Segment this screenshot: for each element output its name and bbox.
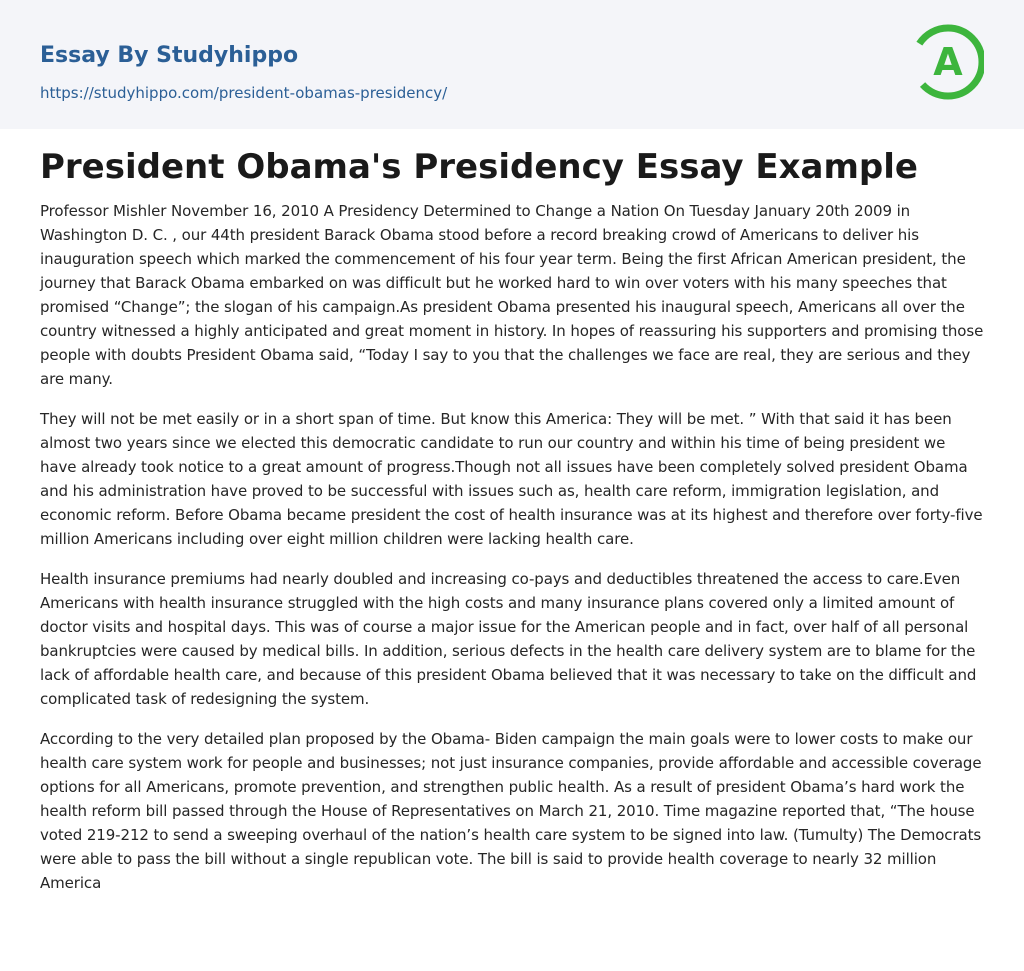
page-url-link[interactable]: https://studyhippo.com/president-obamas-presidency/ <box>40 84 448 102</box>
site-brand[interactable]: Essay By Studyhippo <box>40 43 299 68</box>
studyhippo-logo-icon[interactable] <box>912 20 984 104</box>
logo-letter: A <box>933 40 963 84</box>
logo-ring-icon <box>912 20 984 104</box>
article-paragraph-2: They will not be met easily or in a short span of time. But know this America: They will be met. ” With that said it has been almost two years since we elected this democratic candidate to run our country and within his time of being president we have already took notice to a great amount of progress.Though not all issues have been completely solved president Obama and his administration have proved to be successful with issues such as, health care reform, immigration legislation, and economic reform. Before Obama became president the cost of health insurance was at its highest and therefore over forty-five million Americans including over eight million children were lacking health care. <box>40 410 983 548</box>
article-paragraph-1: Professor Mishler November 16, 2010 A Presidency Determined to Change a Nation On Tuesday January 20th 2009 in Washington D. C. , our 44th president Barack Obama stood before a record breaking crowd of Americans to deliver his inauguration speech which marked the commencement of his four year term. Being the first African American president, the journey that Barack Obama embarked on was difficult but he worked hard to win over voters with his many speeches that promised “Change”; the slogan of his campaign.As president Obama presented his inaugural speech, Americans all over the country witnessed a highly anticipated and great moment in history. In hopes of reassuring his supporters and promising those people with doubts President Obama said, “Today I say to you that the challenges we face are real, they are serious and they are many. <box>40 202 984 388</box>
site-header <box>0 0 1024 129</box>
article <box>0 129 1024 895</box>
article-paragraph-4: According to the very detailed plan proposed by the Obama- Biden campaign the main goals were to lower costs to make our health care system work for people and businesses; not just insurance companies, provide affordable and accessible coverage options for all Americans, promote prevention, and strengthen public health. As a result of president Obama’s hard work the health reform bill passed through the House of Representatives on March 21, 2010. Time magazine reported that, “The house voted 219-212 to send a sweeping overhaul of the nation’s health care system to be signed into law. (Tumulty) The Democrats were able to pass the bill without a single republican vote. The bill is said to provide health coverage to nearly 32 million America <box>40 730 982 892</box>
page-title: President Obama's Presidency Essay Example <box>40 147 918 187</box>
article-paragraph-3: Health insurance premiums had nearly doubled and increasing co-pays and deductibles threatened the access to care.Even Americans with health insurance struggled with the high costs and many insurance plans covered only a limited amount of doctor visits and hospital days. This was of course a major issue for the American people and in fact, over half of all personal bankruptcies were caused by medical bills. In addition, serious defects in the health care delivery system are to blame for the lack of affordable health care, and because of this president Obama believed that it was necessary to take on the difficult and complicated task of redesigning the system. <box>40 570 977 708</box>
